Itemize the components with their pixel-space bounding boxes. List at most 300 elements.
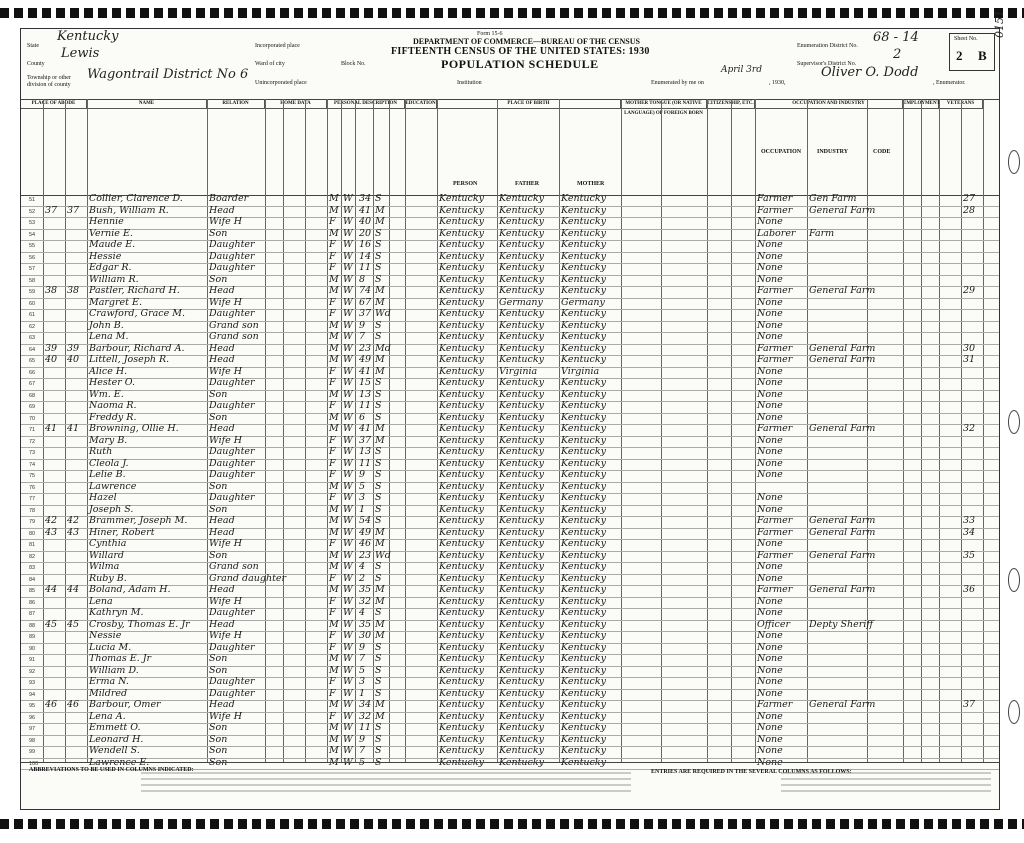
person-name: Cleola J. — [89, 457, 129, 469]
age: 9 — [359, 733, 366, 745]
race: W — [343, 595, 353, 607]
birthplace-father: Kentucky — [499, 446, 544, 457]
enumerator-label: , Enumerator. — [933, 80, 966, 86]
person-name: Alice H. — [89, 365, 128, 377]
person-name: Lena A. — [89, 710, 126, 722]
marital-status: S — [375, 561, 382, 572]
race: W — [343, 216, 353, 227]
marital-status: S — [375, 653, 382, 664]
township-label: Township or other division of county — [27, 75, 71, 88]
birthplace-person: Kentucky — [439, 354, 484, 365]
person-name: Hazel — [89, 492, 117, 503]
marital-status: M — [375, 584, 385, 595]
birthplace-father: Kentucky — [499, 411, 544, 423]
birthplace-mother: Kentucky — [561, 262, 606, 273]
relation: Son — [209, 664, 228, 676]
line-number: 73 — [29, 450, 36, 456]
enumerator-name: Oliver O. Dodd — [821, 65, 919, 80]
occupation: None — [757, 308, 783, 319]
birthplace-mother: Kentucky — [561, 687, 606, 699]
line-number: 93 — [29, 680, 36, 686]
occupation: None — [757, 377, 783, 388]
subhead-occupation: OCCUPATION — [761, 149, 802, 155]
birthplace-person: Kentucky — [439, 227, 484, 239]
family-number: 41 — [67, 423, 80, 434]
marital-status: S — [375, 676, 382, 687]
person-name: Hester O. — [89, 377, 136, 388]
birthplace-person: Kentucky — [439, 584, 484, 595]
birthplace-father: Kentucky — [499, 308, 544, 319]
birthplace-father: Kentucky — [499, 572, 544, 584]
relation: Head — [209, 354, 235, 365]
state-value: Kentucky — [57, 29, 119, 44]
occupation: None — [757, 503, 783, 515]
incorporated-label: Incorporated place — [255, 43, 300, 49]
race: W — [343, 319, 353, 331]
age: 14 — [359, 250, 372, 262]
relation: Daughter — [209, 308, 255, 319]
race: W — [343, 733, 353, 745]
relation: Daughter — [209, 676, 255, 687]
person-name: Lelie B. — [89, 469, 126, 480]
family-number: 37 — [67, 204, 80, 216]
person-name: Hennie — [89, 216, 124, 227]
birthplace-person: Kentucky — [439, 664, 484, 676]
sex: M — [329, 285, 339, 296]
age: 3 — [359, 676, 366, 687]
unincorporated-label: Unincorporated place — [255, 80, 307, 86]
age: 9 — [359, 641, 366, 653]
race: W — [343, 538, 353, 549]
subhead-industry: INDUSTRY — [817, 149, 849, 155]
birthplace-person: Kentucky — [439, 239, 484, 250]
birthplace-father: Kentucky — [499, 653, 544, 664]
group-citizenship: CITIZENSHIP, ETC. — [707, 99, 755, 109]
occupation: None — [757, 250, 783, 262]
line-number: 87 — [29, 611, 36, 617]
industry: General Farm — [809, 515, 876, 526]
occupation: Farmer — [757, 342, 793, 354]
age: 40 — [359, 216, 372, 227]
census-title: FIFTEENTH CENSUS OF THE UNITED STATES: 1930 — [391, 46, 650, 57]
family-number: 42 — [67, 515, 80, 526]
line-number: 63 — [29, 335, 36, 341]
dwelling-number: 42 — [45, 515, 58, 526]
occupation: None — [757, 400, 783, 411]
birthplace-father: Kentucky — [499, 745, 544, 756]
age: 7 — [359, 745, 366, 756]
line-number: 65 — [29, 358, 36, 364]
birthplace-mother: Kentucky — [561, 492, 606, 503]
group-name: NAME — [87, 99, 207, 109]
entries-title: ENTRIES ARE REQUIRED IN THE SEVERAL COLUMNS AS FOLLOWS: — [651, 769, 852, 775]
occupation: None — [757, 239, 783, 250]
birthplace-person: Kentucky — [439, 549, 484, 561]
relation: Daughter — [209, 687, 255, 699]
occupation: Farmer — [757, 549, 793, 561]
line-number: 84 — [29, 576, 36, 583]
line-number: 64 — [29, 346, 36, 353]
birthplace-mother: Kentucky — [561, 273, 606, 285]
birthplace-father: Kentucky — [499, 515, 544, 526]
race: W — [343, 457, 353, 469]
birthplace-mother: Kentucky — [561, 710, 606, 722]
veteran-number: 28 — [963, 204, 976, 216]
birthplace-person: Kentucky — [439, 710, 484, 722]
person-name: Freddy R. — [89, 411, 137, 423]
line-number: 58 — [29, 277, 36, 284]
line-number: 77 — [29, 496, 36, 502]
relation: Wife H — [209, 710, 243, 722]
marital-status: M — [375, 423, 385, 434]
relation: Head — [209, 285, 235, 296]
marital-status: S — [375, 503, 382, 515]
age: 46 — [359, 538, 372, 549]
group-occupation: OCCUPATION AND INDUSTRY — [755, 99, 903, 109]
person-name: Littell, Joseph R. — [89, 354, 170, 365]
line-number: 60 — [29, 300, 36, 307]
person-name: Wendell S. — [89, 745, 140, 756]
birthplace-mother: Kentucky — [561, 204, 606, 216]
race: W — [343, 227, 353, 239]
dwelling-number: 41 — [45, 423, 58, 434]
race: W — [343, 469, 353, 480]
birthplace-father: Kentucky — [499, 354, 544, 365]
relation: Daughter — [209, 607, 255, 618]
occupation: None — [757, 607, 783, 618]
sheet-header — [21, 29, 999, 100]
veteran-number: 33 — [963, 515, 976, 526]
line-number: 78 — [29, 507, 36, 514]
line-number: 69 — [29, 404, 36, 410]
person-name: Lawrence — [89, 480, 137, 492]
birthplace-mother: Kentucky — [561, 653, 606, 664]
birthplace-mother: Kentucky — [561, 538, 606, 549]
race: W — [343, 549, 353, 561]
sex: F — [329, 446, 336, 457]
birthplace-father: Kentucky — [499, 193, 544, 204]
sex: M — [329, 480, 339, 492]
marital-status: S — [375, 331, 382, 342]
subhead-person: PERSON — [453, 181, 478, 187]
enumeration-district-value: 68 - 14 — [873, 30, 919, 45]
race: W — [343, 607, 353, 618]
sheet-number-box — [949, 33, 995, 71]
age: 7 — [359, 653, 366, 664]
group-place-of-abode: PLACE OF ABODE — [21, 99, 87, 109]
marital-status: S — [375, 469, 382, 480]
birthplace-father: Kentucky — [499, 733, 544, 745]
birthplace-person: Kentucky — [439, 618, 484, 630]
marital-status: M — [375, 630, 385, 641]
race: W — [343, 664, 353, 676]
age: 5 — [359, 756, 366, 768]
occupation: None — [757, 331, 783, 342]
group-mother-tongue: MOTHER TONGUE (OR NATIVE LANGUAGE) OF FOREIGN BORN — [621, 99, 707, 109]
person-name: Crawford, Grace M. — [89, 308, 186, 319]
group-employment: EMPLOYMENT — [903, 99, 939, 109]
marital-status: Wd — [375, 308, 391, 319]
relation: Son — [209, 653, 228, 664]
birthplace-mother: Kentucky — [561, 216, 606, 227]
sex: M — [329, 503, 339, 515]
birthplace-person: Kentucky — [439, 607, 484, 618]
marital-status: S — [375, 239, 382, 250]
sex: M — [329, 756, 339, 768]
occupation: None — [757, 664, 783, 676]
birthplace-mother: Kentucky — [561, 411, 606, 423]
age: 32 — [359, 595, 372, 607]
age: 16 — [359, 239, 372, 250]
age: 37 — [359, 434, 372, 446]
birthplace-person: Kentucky — [439, 595, 484, 607]
age: 20 — [359, 227, 372, 239]
person-name: Hessie — [89, 250, 122, 262]
line-number: 54 — [29, 231, 36, 238]
race: W — [343, 262, 353, 273]
sex: F — [329, 377, 336, 388]
birthplace-father: Kentucky — [499, 756, 544, 768]
birthplace-person: Kentucky — [439, 411, 484, 423]
marital-status: S — [375, 756, 382, 768]
race: W — [343, 641, 353, 653]
relation: Head — [209, 515, 235, 526]
sex: F — [329, 572, 336, 584]
age: 32 — [359, 710, 372, 722]
dwelling-number: 37 — [45, 204, 58, 216]
person-name: Wm. E. — [89, 388, 124, 400]
age: 9 — [359, 469, 366, 480]
marital-status: S — [375, 687, 382, 699]
relation: Son — [209, 503, 228, 515]
person-name: Crosby, Thomas E. Jr — [89, 618, 190, 630]
birthplace-mother: Kentucky — [561, 722, 606, 733]
relation: Son — [209, 273, 228, 285]
line-number: 67 — [29, 381, 36, 387]
birthplace-mother: Kentucky — [561, 572, 606, 584]
marital-status: Md — [375, 342, 391, 354]
marital-status: M — [375, 296, 385, 308]
race: W — [343, 250, 353, 262]
ward-label: Ward of city — [255, 61, 285, 67]
birthplace-father: Kentucky — [499, 699, 544, 710]
age: 11 — [359, 262, 372, 273]
subhead-mother: MOTHER — [577, 181, 605, 187]
birthplace-father: Germany — [499, 296, 543, 308]
dwelling-number: 40 — [45, 354, 58, 365]
age: 2 — [359, 572, 366, 584]
occupation: Farmer — [757, 354, 793, 365]
occupation: None — [757, 492, 783, 503]
person-name: William D. — [89, 664, 139, 676]
race: W — [343, 446, 353, 457]
family-number: 39 — [67, 342, 80, 354]
line-number: 61 — [29, 312, 36, 318]
line-number: 66 — [29, 369, 36, 376]
race: W — [343, 722, 353, 733]
relation: Grand son — [209, 561, 259, 572]
industry: Farm — [809, 227, 835, 239]
sex: F — [329, 216, 336, 227]
industry: General Farm — [809, 584, 876, 595]
veteran-number: 34 — [963, 526, 976, 538]
line-number: 56 — [29, 254, 36, 261]
birthplace-person: Kentucky — [439, 204, 484, 216]
birthplace-person: Kentucky — [439, 515, 484, 526]
birthplace-person: Kentucky — [439, 733, 484, 745]
person-name: Joseph S. — [89, 503, 134, 515]
sex: F — [329, 492, 336, 503]
sex: F — [329, 434, 336, 446]
birthplace-father: Kentucky — [499, 377, 544, 388]
birthplace-mother: Virginia — [561, 365, 600, 377]
person-name: Ruth — [89, 446, 113, 457]
birthplace-father: Kentucky — [499, 676, 544, 687]
sheet-label: Sheet No. — [954, 36, 978, 42]
occupation: None — [757, 630, 783, 641]
person-name: Lawrence E. — [89, 756, 150, 768]
birthplace-father: Kentucky — [499, 480, 544, 492]
relation: Son — [209, 480, 228, 492]
marital-status: M — [375, 699, 385, 710]
person-name: Brammer, Joseph M. — [89, 515, 188, 526]
line-number: 76 — [29, 484, 36, 491]
line-number: 100 — [29, 760, 39, 767]
relation: Wife H — [209, 538, 243, 549]
line-number: 91 — [29, 657, 36, 663]
enumerated-label: Enumerated by me on — [651, 80, 704, 86]
occupation: None — [757, 365, 783, 377]
sex: M — [329, 618, 339, 630]
age: 4 — [359, 561, 366, 572]
family-number: 38 — [67, 285, 80, 296]
occupation: None — [757, 411, 783, 423]
birthplace-mother: Kentucky — [561, 756, 606, 768]
occupation: None — [757, 710, 783, 722]
birthplace-mother: Kentucky — [561, 446, 606, 457]
person-name: Vernie E. — [89, 227, 133, 239]
birthplace-father: Kentucky — [499, 400, 544, 411]
marital-status: M — [375, 204, 385, 216]
birthplace-mother: Kentucky — [561, 584, 606, 595]
line-number: 97 — [29, 726, 36, 732]
sex: M — [329, 722, 339, 733]
sex: M — [329, 354, 339, 365]
birthplace-person: Kentucky — [439, 572, 484, 584]
marital-status: S — [375, 745, 382, 756]
marital-status: S — [375, 457, 382, 469]
occupation: None — [757, 434, 783, 446]
birthplace-person: Kentucky — [439, 250, 484, 262]
age: 49 — [359, 354, 372, 365]
birthplace-father: Kentucky — [499, 227, 544, 239]
birthplace-person: Kentucky — [439, 676, 484, 687]
person-name: Emmett O. — [89, 722, 141, 733]
birthplace-father: Kentucky — [499, 664, 544, 676]
industry: General Farm — [809, 342, 876, 354]
birthplace-mother: Kentucky — [561, 319, 606, 331]
marital-status: S — [375, 262, 382, 273]
birthplace-person: Kentucky — [439, 400, 484, 411]
occupation: None — [757, 273, 783, 285]
race: W — [343, 584, 353, 595]
birthplace-mother: Kentucky — [561, 480, 606, 492]
birthplace-mother: Kentucky — [561, 423, 606, 434]
relation: Daughter — [209, 469, 255, 480]
sex: F — [329, 250, 336, 262]
sex: M — [329, 193, 339, 204]
group-personal-description: PERSONAL DESCRIPTION — [327, 99, 405, 109]
relation: Wife H — [209, 630, 243, 641]
person-name: Naoma R. — [89, 400, 137, 411]
birthplace-father: Kentucky — [499, 492, 544, 503]
enumerated-date: April 3rd — [721, 65, 762, 75]
relation: Grand son — [209, 331, 259, 342]
birthplace-person: Kentucky — [439, 687, 484, 699]
person-name: Thomas E. Jr — [89, 653, 152, 664]
age: 37 — [359, 308, 372, 319]
margin-hole — [1008, 410, 1020, 434]
birthplace-father: Kentucky — [499, 273, 544, 285]
relation: Daughter — [209, 446, 255, 457]
marital-status: M — [375, 285, 385, 296]
age: 5 — [359, 480, 366, 492]
birthplace-person: Kentucky — [439, 653, 484, 664]
birthplace-father: Kentucky — [499, 469, 544, 480]
race: W — [343, 630, 353, 641]
race: W — [343, 618, 353, 630]
line-number: 95 — [29, 703, 36, 709]
sex: F — [329, 595, 336, 607]
birthplace-person: Kentucky — [439, 193, 484, 204]
race: W — [343, 193, 353, 204]
margin-hole — [1008, 700, 1020, 724]
birthplace-father: Kentucky — [499, 584, 544, 595]
subhead-code: CODE — [873, 149, 891, 155]
marital-status: S — [375, 572, 382, 584]
industry: General Farm — [809, 285, 876, 296]
relation: Grand son — [209, 319, 259, 331]
subhead-father: FATHER — [515, 181, 540, 187]
race: W — [343, 710, 353, 722]
race: W — [343, 653, 353, 664]
marital-status: S — [375, 227, 382, 239]
birthplace-person: Kentucky — [439, 377, 484, 388]
birthplace-person: Kentucky — [439, 699, 484, 710]
person-name: Erma N. — [89, 676, 129, 687]
occupation: None — [757, 388, 783, 400]
age: 41 — [359, 204, 372, 216]
sex: F — [329, 308, 336, 319]
birthplace-father: Kentucky — [499, 239, 544, 250]
sex: M — [329, 331, 339, 342]
marital-status: S — [375, 377, 382, 388]
birthplace-father: Kentucky — [499, 595, 544, 607]
birthplace-mother: Kentucky — [561, 434, 606, 446]
person-name: Lena — [89, 595, 113, 607]
birthplace-mother: Kentucky — [561, 526, 606, 538]
race: W — [343, 377, 353, 388]
line-number: 62 — [29, 323, 36, 330]
age: 11 — [359, 722, 372, 733]
block-label: Block No. — [341, 61, 366, 67]
person-name: Mildred — [89, 687, 128, 699]
birthplace-father: Kentucky — [499, 618, 544, 630]
sex: M — [329, 653, 339, 664]
page-id-stamp: 0151 — [993, 10, 1006, 38]
veteran-number: 31 — [963, 354, 976, 365]
birthplace-mother: Kentucky — [561, 503, 606, 515]
